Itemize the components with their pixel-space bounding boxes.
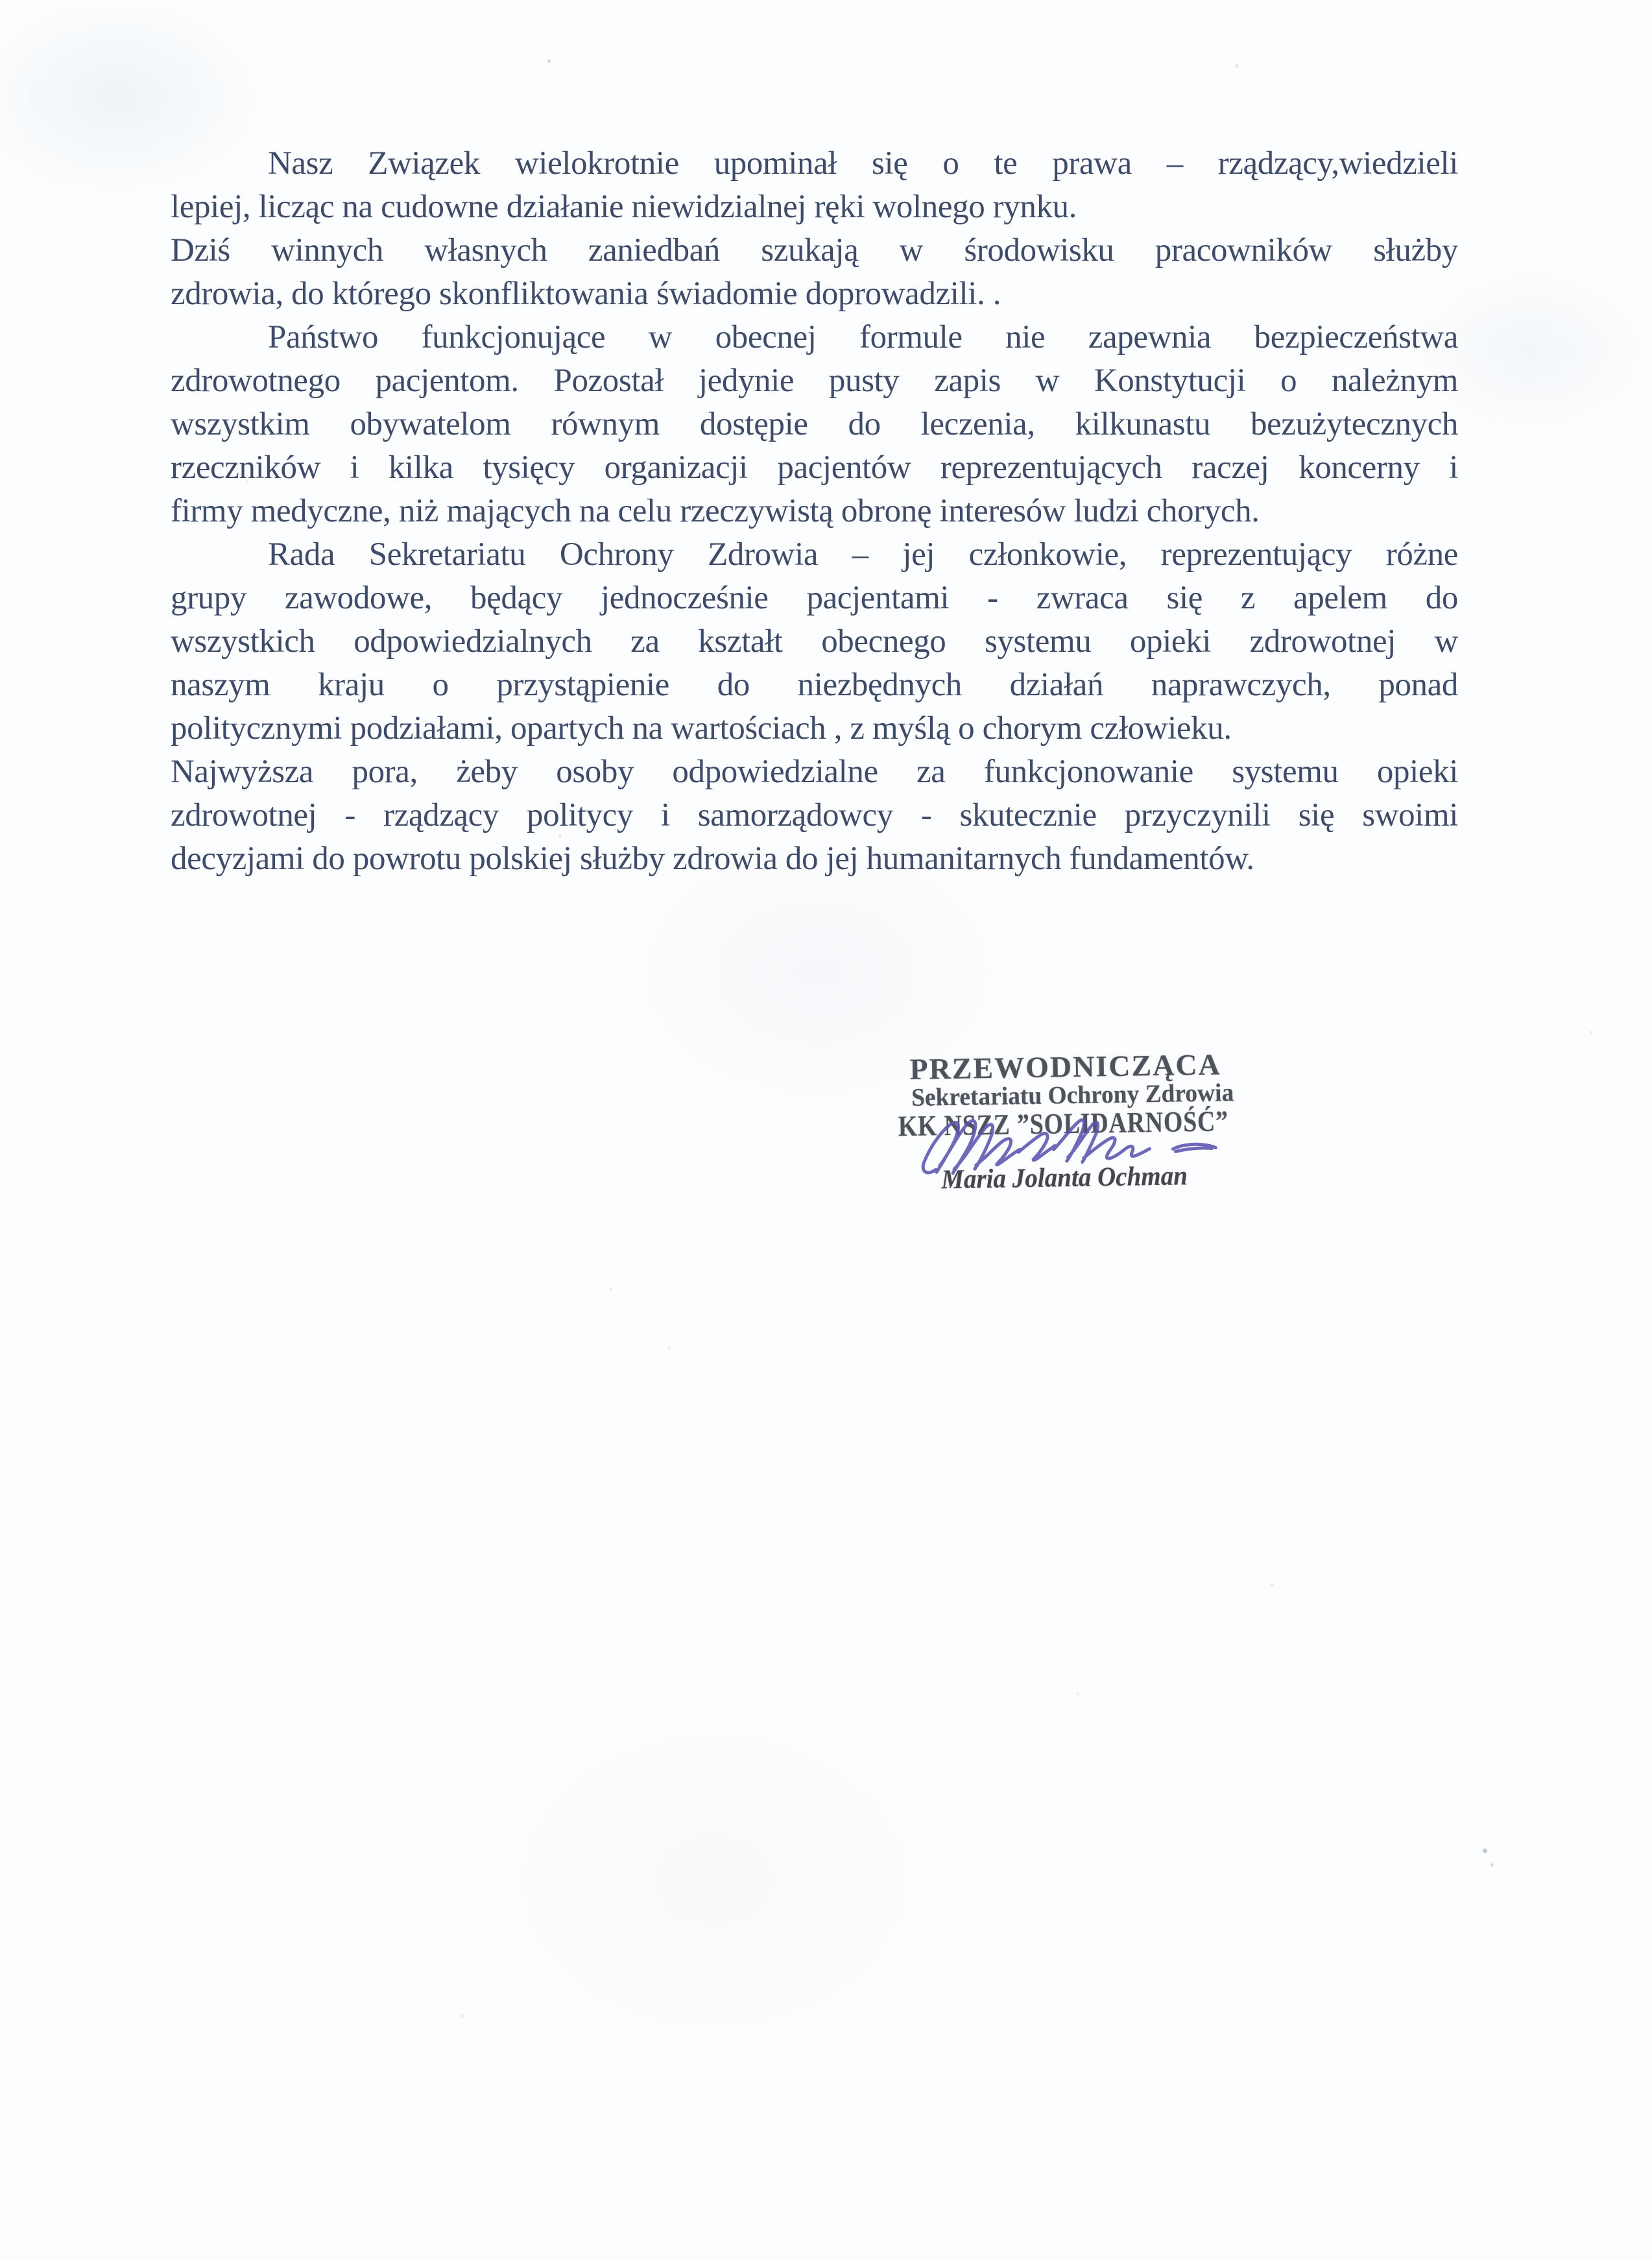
scan-specks xyxy=(0,0,2,2)
paragraph xyxy=(171,750,1458,881)
letter-line: Najwyższa pora, żeby osoby odpowiedzialne za funkcjonowanie systemu opieki xyxy=(171,754,1458,790)
letter-line: zdrowia, do którego skonfliktowania świadomie doprowadzili. . xyxy=(171,276,1001,312)
letter-line: rzeczników i kilka tysięcy organizacji pacjentów reprezentujących raczej koncerny i xyxy=(171,449,1458,486)
letter-line: firmy medyczne, niż mających na celu rzeczywistą obronę interesów ludzi chorych. xyxy=(171,493,1260,529)
letter-line: lepiej, licząc na cudowne działanie niewidzialnej ręki wolnego rynku. xyxy=(171,189,1077,225)
letter-line: Państwo funkcjonujące w obecnej formule nie zapewnia bezpieczeństwa xyxy=(268,319,1458,355)
letter-line: wszystkich odpowiedzialnych za kształt obecnego systemu opieki zdrowotnej w xyxy=(171,623,1458,660)
paragraph xyxy=(171,229,1458,316)
letter-line: grupy zawodowe, będący jednocześnie pacjentami - zwraca się z apelem do xyxy=(171,580,1458,616)
signature-block xyxy=(898,1044,1311,1219)
letter-line: zdrowotnej - rządzący politycy i samorządowcy - skutecznie przyczynili się swoimi xyxy=(171,797,1458,833)
signature-org-line-2: KK NSZZ ”SOLIDARNOŚĆ” xyxy=(898,1105,1229,1143)
letter-line: decyzjami do powrotu polskiej służby zdrowia do jej humanitarnych fundamentów. xyxy=(171,841,1254,877)
letter-line: zdrowotnego pacjentom. Pozostał jedynie pusty zapis w Konstytucji o należnym xyxy=(171,363,1458,399)
paragraph xyxy=(171,142,1458,229)
letter-line: Nasz Związek wielokrotnie upominał się o te prawa – rządzący,wiedzieli xyxy=(268,145,1458,182)
paragraph xyxy=(171,316,1458,533)
letter-line: Rada Sekretariatu Ochrony Zdrowia – jej członkowie, reprezentujący różne xyxy=(268,536,1458,573)
signature-role-title: PRZEWODNICZĄCA xyxy=(909,1047,1222,1086)
signature-org-line-1: Sekretariatu Ochrony Zdrowia xyxy=(911,1079,1234,1112)
letter-line: Dziś winnych własnych zaniedbań szukają w środowisku pracowników służby xyxy=(171,232,1458,269)
letter-line: naszym kraju o przystąpienie do niezbędnych działań naprawczych, ponad xyxy=(171,667,1458,703)
signature-signer-name: Maria Jolanta Ochman xyxy=(940,1161,1188,1195)
letter-line: wszystkim obywatelom równym dostępie do leczenia, kilkunastu bezużytecznych xyxy=(171,406,1458,442)
paragraph xyxy=(171,533,1458,750)
letter-body xyxy=(171,142,1458,881)
letter-line: politycznymi podziałami, opartych na wartościach , z myślą o chorym człowieku. xyxy=(171,710,1232,747)
